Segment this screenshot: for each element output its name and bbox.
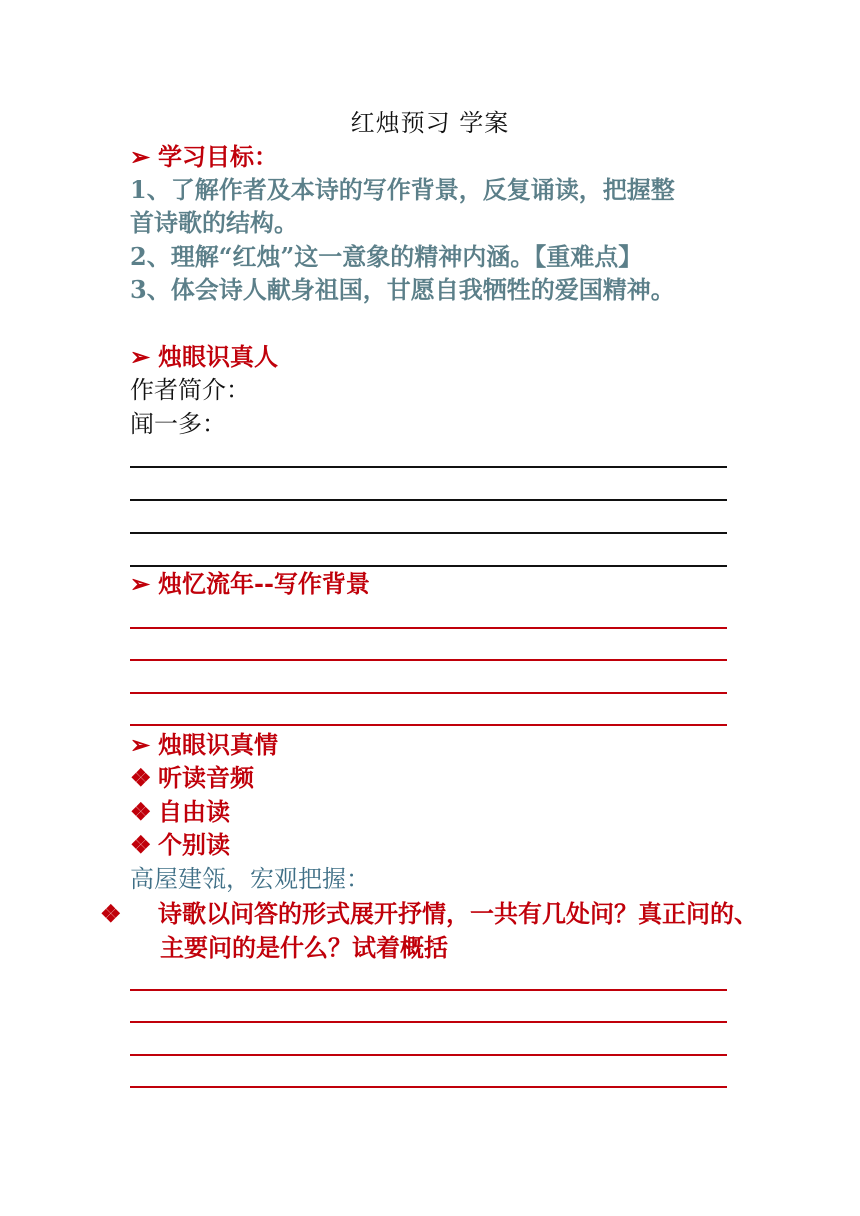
- answer-line[interactable]: [130, 1086, 727, 1088]
- overview-label: 高屋建瓴，宏观把握：: [130, 865, 370, 893]
- section-emotion-heading: 烛眼识真情: [158, 730, 278, 759]
- section-background-heading: 烛忆流年--写作背景: [158, 569, 370, 598]
- individual-reading-label: 个别读: [158, 830, 230, 859]
- section-author-heading-row: [130, 340, 730, 374]
- diamond-bullet-icon: ❖: [130, 763, 152, 792]
- diamond-bullet-icon: ❖: [100, 899, 122, 928]
- answer-line[interactable]: [130, 466, 727, 468]
- answer-line[interactable]: [130, 499, 727, 501]
- wen-yiduo-label: 闻一多：: [130, 410, 226, 438]
- answer-line[interactable]: [130, 692, 727, 694]
- goal-1-line-1: 1、了解作者及本诗的写作背景，反复诵读，把握整: [130, 175, 675, 204]
- question-text: 诗歌以问答的形式展开抒情，一共有几处问？真正问的、主要问的是什么？试着概括: [158, 899, 758, 962]
- answer-line[interactable]: [130, 659, 727, 661]
- goal-1-line-2: 首诗歌的结构。: [130, 208, 298, 237]
- page-title: 红烛预习 学案: [350, 109, 510, 137]
- answer-line[interactable]: [130, 1054, 727, 1056]
- goal-3: 3、体会诗人献身祖国，甘愿自我牺牲的爱国精神。: [130, 275, 675, 304]
- arrow-bullet-icon: ➢: [130, 342, 151, 371]
- arrow-bullet-icon: ➢: [130, 569, 151, 598]
- answer-line[interactable]: [130, 989, 727, 991]
- section-author-heading: 烛眼识真人: [158, 342, 278, 371]
- answer-line[interactable]: [130, 1021, 727, 1023]
- goals-heading-row: [130, 140, 730, 174]
- diamond-bullet-icon: ❖: [130, 797, 152, 826]
- listen-audio-item: [130, 761, 730, 795]
- goals-heading: 学习目标：: [158, 142, 278, 171]
- question-item: [100, 897, 760, 965]
- diamond-bullet-icon: ❖: [130, 830, 152, 859]
- free-reading-item: [130, 795, 730, 829]
- section-emotion-heading-row: [130, 728, 730, 762]
- arrow-bullet-icon: ➢: [130, 142, 151, 171]
- section-background-heading-row: [130, 567, 730, 601]
- free-reading-label: 自由读: [158, 797, 230, 826]
- listen-audio-label: 听读音频: [158, 763, 254, 792]
- answer-line[interactable]: [130, 627, 727, 629]
- answer-line[interactable]: [130, 532, 727, 534]
- arrow-bullet-icon: ➢: [130, 730, 151, 759]
- author-intro-label: 作者简介：: [130, 376, 250, 404]
- goal-2: 2、理解“红烛”这一意象的精神内涵。【重难点】: [130, 242, 643, 271]
- individual-reading-item: [130, 828, 730, 862]
- answer-line[interactable]: [130, 724, 727, 726]
